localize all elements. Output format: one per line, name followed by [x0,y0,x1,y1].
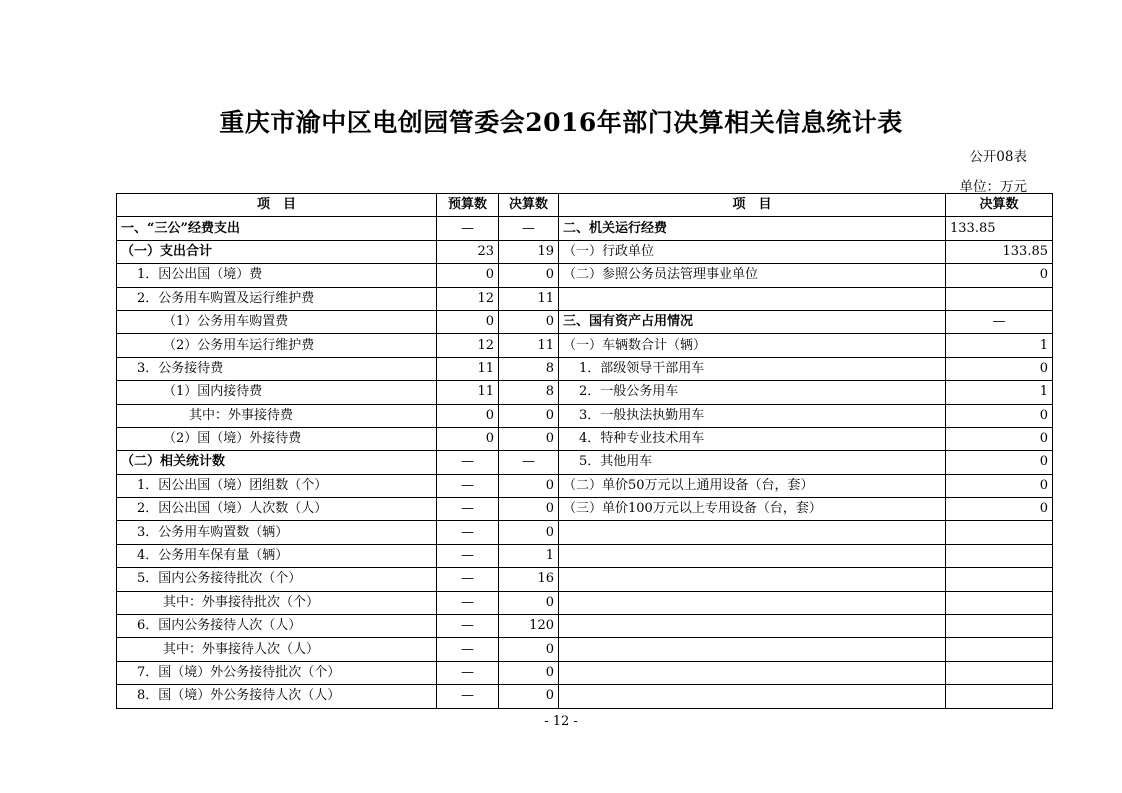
actual-cell-right: 133.85 [946,240,1053,263]
actual-cell-right: 0 [946,357,1053,380]
left-item-cell: 2．公务用车购置及运行维护费 [117,287,437,310]
actual-cell-right: 0 [946,474,1053,497]
actual-cell-right: 1 [946,334,1053,357]
table-row [117,264,1053,287]
table-header-row [117,194,1053,217]
table-row [117,685,1053,708]
header-item-right: 项 目 [559,194,946,217]
left-item-cell: 一、“三公”经费支出 [117,217,437,240]
table-row [117,638,1053,661]
budget-cell: — [437,451,499,474]
actual-cell-right [946,638,1053,661]
left-item-cell: （2）国（境）外接待费 [117,427,437,450]
right-item-cell: 二、机关运行经费 [559,217,946,240]
table-row [117,310,1053,333]
actual-cell-left: 0 [499,404,559,427]
table-row [117,334,1053,357]
budget-cell: — [437,661,499,684]
table-row [117,287,1053,310]
table-row [117,615,1053,638]
budget-cell: — [437,544,499,567]
table-row [117,357,1053,380]
header-budget: 预算数 [437,194,499,217]
actual-cell-left: 0 [499,427,559,450]
left-item-cell: （1）国内接待费 [117,381,437,404]
right-item-cell [559,521,946,544]
budget-cell: — [437,638,499,661]
right-item-cell: （二）参照公务员法管理事业单位 [559,264,946,287]
actual-cell-left: — [499,217,559,240]
budget-cell: — [437,615,499,638]
budget-cell: 12 [437,287,499,310]
left-item-cell: 2．因公出国（境）人次数（人） [117,498,437,521]
header-actual-left: 决算数 [499,194,559,217]
actual-cell-right: 0 [946,498,1053,521]
actual-cell-left: 0 [499,498,559,521]
budget-cell: — [437,498,499,521]
right-item-cell [559,568,946,591]
table-row [117,240,1053,263]
table-row [117,381,1053,404]
actual-cell-right: 1 [946,381,1053,404]
right-item-cell: 4．特种专业技术用车 [559,427,946,450]
page-title: 重庆市渝中区电创园管委会2016年部门决算相关信息统计表 [219,108,903,137]
right-item-cell: 5．其他用车 [559,451,946,474]
right-item-cell: （一）车辆数合计（辆） [559,334,946,357]
actual-cell-right: 0 [946,404,1053,427]
form-code: 公开08表 [969,149,1027,165]
right-item-cell: （一）行政单位 [559,240,946,263]
budget-cell: — [437,474,499,497]
table-row [117,474,1053,497]
actual-cell-left: 0 [499,661,559,684]
right-item-cell [559,544,946,567]
left-item-cell: （2）公务用车运行维护费 [117,334,437,357]
actual-cell-right [946,615,1053,638]
actual-cell-left: 0 [499,638,559,661]
statistics-table [116,193,1053,709]
actual-cell-right: 0 [946,427,1053,450]
actual-cell-right [946,521,1053,544]
left-item-cell: 4．公务用车保有量（辆） [117,544,437,567]
budget-cell: 0 [437,264,499,287]
actual-cell-left: 11 [499,287,559,310]
actual-cell-left: 0 [499,685,559,708]
actual-cell-right [946,287,1053,310]
unit-label: 单位：万元 [959,179,1027,195]
right-item-cell: 1．部级领导干部用车 [559,357,946,380]
budget-cell: 12 [437,334,499,357]
table-row [117,427,1053,450]
budget-cell: — [437,685,499,708]
budget-cell: 11 [437,357,499,380]
budget-cell: — [437,568,499,591]
actual-cell-left: 0 [499,521,559,544]
right-item-cell: 2．一般公务用车 [559,381,946,404]
table-row [117,544,1053,567]
right-item-cell [559,638,946,661]
left-item-cell: 1．因公出国（境）费 [117,264,437,287]
left-item-cell: （二）相关统计数 [117,451,437,474]
right-item-cell: （三）单价100万元以上专用设备（台，套） [559,498,946,521]
actual-cell-left: 0 [499,474,559,497]
actual-cell-right: — [946,310,1053,333]
budget-cell: 0 [437,310,499,333]
left-item-cell: 其中：外事接待批次（个） [117,591,437,614]
left-item-cell: 1．因公出国（境）团组数（个） [117,474,437,497]
left-item-cell: 7．国（境）外公务接待批次（个） [117,661,437,684]
actual-cell-right [946,544,1053,567]
right-item-cell [559,661,946,684]
right-item-cell [559,287,946,310]
header-actual-right: 决算数 [946,194,1053,217]
right-item-cell [559,615,946,638]
actual-cell-right [946,568,1053,591]
header-item-left: 项 目 [117,194,437,217]
budget-cell: 11 [437,381,499,404]
left-item-cell: （一）支出合计 [117,240,437,263]
actual-cell-left: 0 [499,264,559,287]
actual-cell-right: 0 [946,451,1053,474]
actual-cell-left: 8 [499,381,559,404]
actual-cell-left: 8 [499,357,559,380]
right-item-cell: （二）单价50万元以上通用设备（台，套） [559,474,946,497]
actual-cell-right [946,661,1053,684]
left-item-cell: 5．国内公务接待批次（个） [117,568,437,591]
actual-cell-left: 11 [499,334,559,357]
actual-cell-left: 19 [499,240,559,263]
left-item-cell: （1）公务用车购置费 [117,310,437,333]
budget-cell: 0 [437,404,499,427]
actual-cell-left: — [499,451,559,474]
left-item-cell: 3．公务接待费 [117,357,437,380]
left-item-cell: 其中：外事接待人次（人） [117,638,437,661]
budget-cell: — [437,521,499,544]
budget-cell: 23 [437,240,499,263]
actual-cell-left: 0 [499,310,559,333]
page-number: - 12 - [544,714,578,729]
left-item-cell: 3．公务用车购置数（辆） [117,521,437,544]
budget-cell: 0 [437,427,499,450]
table-row [117,404,1053,427]
table-row [117,521,1053,544]
actual-cell-left: 0 [499,591,559,614]
actual-cell-left: 120 [499,615,559,638]
table-row [117,591,1053,614]
left-item-cell: 其中：外事接待费 [117,404,437,427]
actual-cell-left: 1 [499,544,559,567]
left-item-cell: 8．国（境）外公务接待人次（人） [117,685,437,708]
table-row [117,661,1053,684]
left-item-cell: 6．国内公务接待人次（人） [117,615,437,638]
actual-cell-right [946,685,1053,708]
table-row [117,451,1053,474]
right-item-cell [559,591,946,614]
budget-cell: — [437,217,499,240]
right-item-cell: 3．一般执法执勤用车 [559,404,946,427]
actual-cell-right [946,591,1053,614]
right-item-cell: 三、国有资产占用情况 [559,310,946,333]
table-row [117,498,1053,521]
table-row [117,568,1053,591]
actual-cell-right: 0 [946,264,1053,287]
actual-cell-right: 133.85 [946,217,1053,240]
table-row [117,217,1053,240]
right-item-cell [559,685,946,708]
budget-cell: — [437,591,499,614]
actual-cell-left: 16 [499,568,559,591]
